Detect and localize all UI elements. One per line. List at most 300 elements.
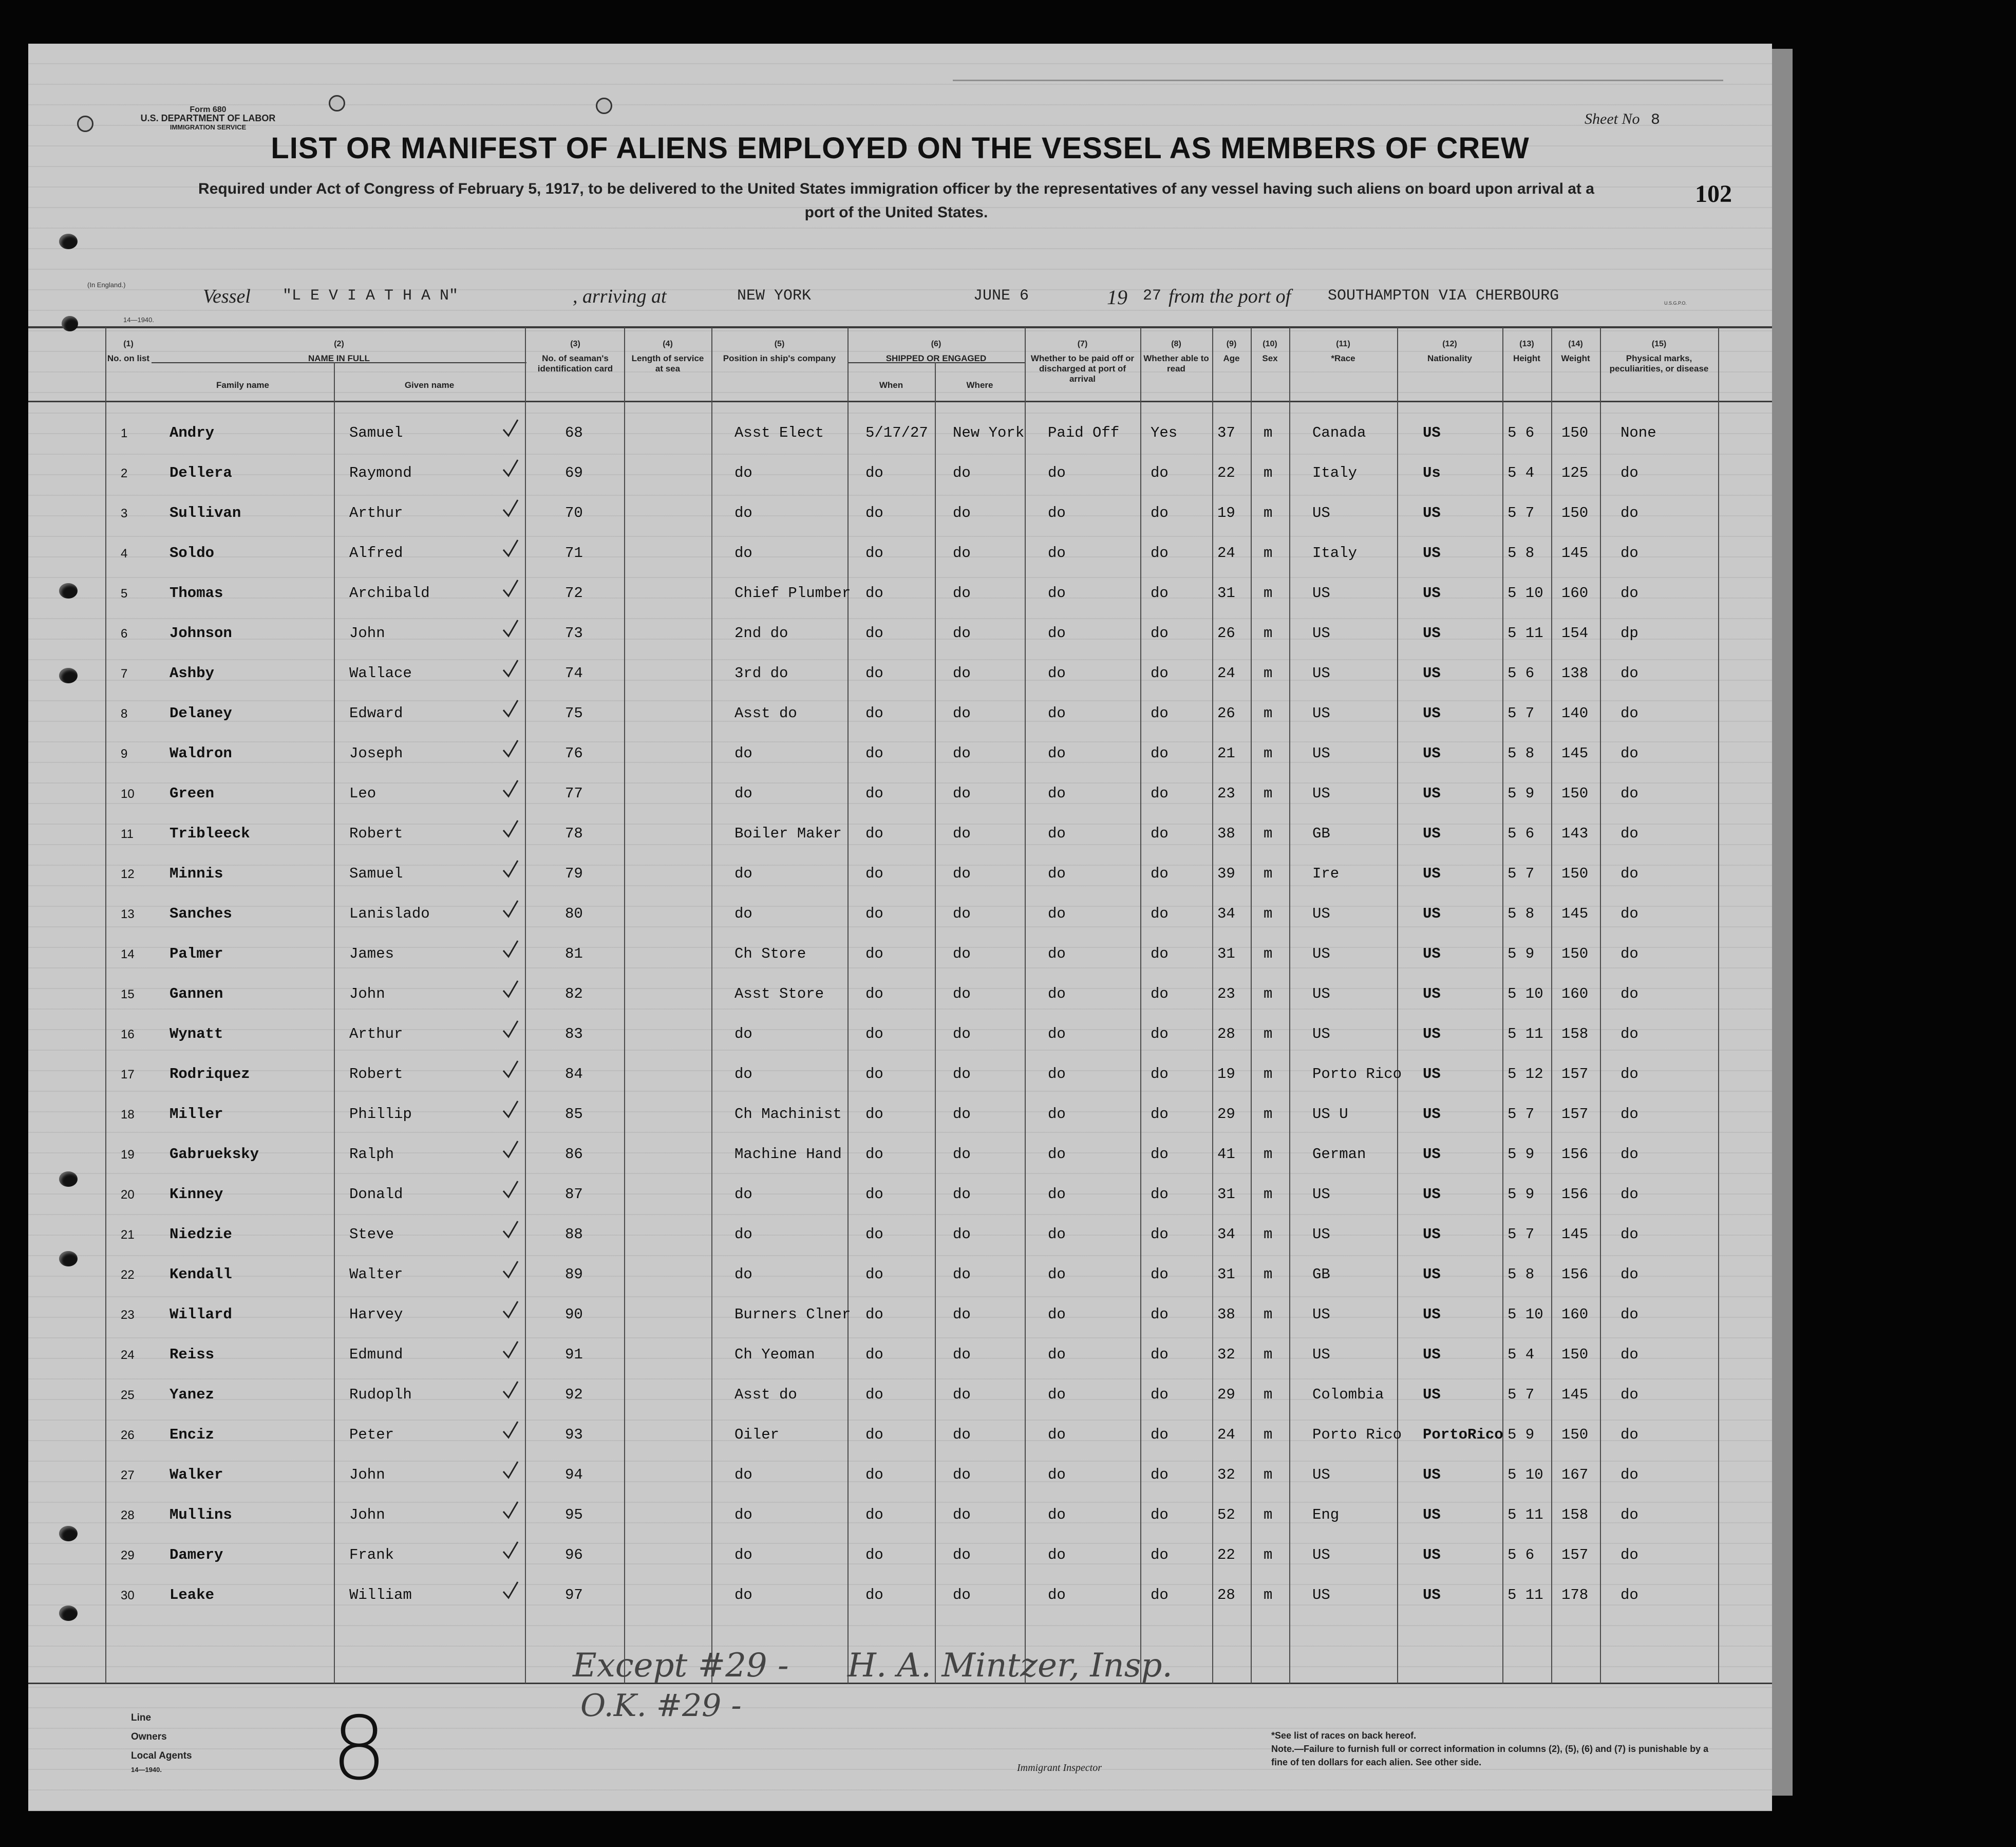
position: do xyxy=(734,505,752,521)
sex: m xyxy=(1264,825,1273,842)
given-name: Edward xyxy=(349,705,403,722)
card-number: 70 xyxy=(565,505,583,521)
shipped-when: do xyxy=(865,1106,883,1123)
row-number: 27 xyxy=(121,1468,135,1482)
given-name: Samuel xyxy=(349,865,403,882)
col-subheader-when: When xyxy=(879,380,903,390)
physical-marks: do xyxy=(1621,1146,1638,1163)
paid-off: do xyxy=(1048,1546,1066,1563)
race: GB xyxy=(1312,1266,1330,1283)
physical-marks: do xyxy=(1621,945,1638,962)
nationality: US xyxy=(1423,745,1441,762)
able-to-read: do xyxy=(1151,1386,1169,1403)
table-row xyxy=(28,932,1772,972)
year-suffix: 27 xyxy=(1143,287,1162,305)
age: 34 xyxy=(1217,1226,1235,1243)
paid-off: do xyxy=(1048,1386,1066,1403)
race: US xyxy=(1312,905,1330,922)
paid-off: do xyxy=(1048,825,1066,842)
row-number: 16 xyxy=(121,1028,135,1041)
weight: 145 xyxy=(1561,545,1589,562)
family-name: Soldo xyxy=(169,545,215,562)
able-to-read: do xyxy=(1151,1146,1169,1163)
given-name: Rudoplh xyxy=(349,1386,412,1403)
shipped-when: do xyxy=(865,865,883,882)
age: 52 xyxy=(1217,1506,1235,1523)
able-to-read: do xyxy=(1151,745,1169,762)
check-mark-icon xyxy=(502,1460,519,1481)
family-name: Damery xyxy=(169,1546,223,1563)
check-mark-icon xyxy=(502,739,519,759)
shipped-where: do xyxy=(953,1306,971,1323)
weight: 156 xyxy=(1561,1146,1589,1163)
paid-off: do xyxy=(1048,1506,1066,1523)
family-name: Reiss xyxy=(169,1346,215,1363)
row-number: 15 xyxy=(121,987,135,1001)
shipped-when: do xyxy=(865,985,883,1002)
shipped-where: do xyxy=(953,1066,971,1083)
weight: 145 xyxy=(1561,1386,1589,1403)
row-number: 4 xyxy=(121,547,128,561)
paid-off: do xyxy=(1048,785,1066,802)
table-row xyxy=(28,1413,1772,1452)
race-footnote: *See list of races on back hereof. xyxy=(1271,1730,1417,1741)
nationality: US xyxy=(1423,1025,1441,1042)
check-mark-icon xyxy=(502,1540,519,1561)
height: 5 7 xyxy=(1508,865,1535,882)
shipped-when: do xyxy=(865,1426,883,1443)
check-mark-icon xyxy=(502,1099,519,1120)
height: 5 9 xyxy=(1508,1426,1535,1443)
sex: m xyxy=(1264,905,1273,922)
able-to-read: do xyxy=(1151,1587,1169,1603)
shipped-where: do xyxy=(953,825,971,842)
shipped-where: do xyxy=(953,1386,971,1403)
row-number: 8 xyxy=(121,707,128,721)
form-title: LIST OR MANIFEST OF ALIENS EMPLOYED ON THE VESSEL AS MEMBERS OF CREW xyxy=(271,132,1530,165)
col-header-weight: (14) Weight xyxy=(1561,340,1590,363)
height: 5 9 xyxy=(1508,785,1535,802)
sex: m xyxy=(1264,665,1273,682)
family-name: Andry xyxy=(169,424,215,441)
weight: 160 xyxy=(1561,985,1589,1002)
race: US xyxy=(1312,1346,1330,1363)
given-name: Leo xyxy=(349,785,376,802)
race: Colombia xyxy=(1312,1386,1384,1403)
subtitle-line-2: port of the United States. xyxy=(804,204,988,221)
able-to-read: do xyxy=(1151,945,1169,962)
nationality: US xyxy=(1423,905,1441,922)
nationality: US xyxy=(1423,1266,1441,1283)
age: 19 xyxy=(1217,505,1235,521)
age: 31 xyxy=(1217,945,1235,962)
given-name: Frank xyxy=(349,1546,394,1563)
shipped-where: do xyxy=(953,1546,971,1563)
punch-hole-icon xyxy=(59,1526,78,1541)
row-number: 13 xyxy=(121,907,135,921)
card-number: 71 xyxy=(565,545,583,562)
weight: 140 xyxy=(1561,705,1589,722)
check-mark-icon xyxy=(502,538,519,559)
paid-off: do xyxy=(1048,1146,1066,1163)
height: 5 6 xyxy=(1508,424,1535,441)
arriving-label: , arriving at xyxy=(573,286,667,307)
height: 5 10 xyxy=(1508,985,1543,1002)
race: US xyxy=(1312,745,1330,762)
position: Oiler xyxy=(734,1426,780,1443)
height: 5 11 xyxy=(1508,1025,1543,1042)
given-name: Arthur xyxy=(349,505,403,521)
position: do xyxy=(734,745,752,762)
nationality: US xyxy=(1423,625,1441,642)
height: 5 9 xyxy=(1508,945,1535,962)
family-name: Yanez xyxy=(169,1386,215,1403)
card-number: 82 xyxy=(565,985,583,1002)
sex: m xyxy=(1264,985,1273,1002)
given-name: John xyxy=(349,625,385,642)
table-row xyxy=(28,411,1772,451)
given-name: Arthur xyxy=(349,1025,403,1042)
race: Eng xyxy=(1312,1506,1340,1523)
except-note: Except #29 - xyxy=(573,1647,789,1685)
physical-marks: do xyxy=(1621,1587,1638,1603)
nationality: US xyxy=(1423,1506,1441,1523)
nationality: US xyxy=(1423,1226,1441,1243)
able-to-read: do xyxy=(1151,625,1169,642)
able-to-read: do xyxy=(1151,1466,1169,1483)
subtitle-line-1: Required under Act of Congress of February 5, 1917, to be delivered to the United States immigration officer by the representatives of any vessel having such aliens on board upon arrival at a xyxy=(198,180,1594,197)
position: do xyxy=(734,905,752,922)
shipped-where: do xyxy=(953,464,971,481)
col-subheader-given: Given name xyxy=(404,380,455,390)
family-name: Willard xyxy=(169,1306,232,1323)
given-name: John xyxy=(349,1506,385,1523)
check-mark-icon xyxy=(502,579,519,599)
check-mark-icon xyxy=(502,1180,519,1200)
physical-marks: do xyxy=(1621,1426,1638,1443)
family-name: Thomas xyxy=(169,585,223,602)
card-number: 79 xyxy=(565,865,583,882)
weight: 157 xyxy=(1561,1066,1589,1083)
sheet-value: 8 xyxy=(1650,111,1660,129)
family-name: Gannen xyxy=(169,985,223,1002)
card-number: 89 xyxy=(565,1266,583,1283)
family-name: Niedzie xyxy=(169,1226,232,1243)
sex: m xyxy=(1264,1226,1273,1243)
check-mark-icon xyxy=(502,418,519,439)
faded-header-writing xyxy=(953,59,1723,81)
col-header-paid-off: (7) Whether to be paid off or discharged at port of arrival xyxy=(1030,340,1135,384)
race: Ire xyxy=(1312,865,1340,882)
col-header-shipped: (6) SHIPPED OR ENGAGED xyxy=(885,340,987,363)
age: 22 xyxy=(1217,1546,1235,1563)
weight: 145 xyxy=(1561,745,1589,762)
table-row xyxy=(28,531,1772,571)
sheet-label: Sheet No xyxy=(1585,110,1640,127)
weight: 138 xyxy=(1561,665,1589,682)
col-subheader-where: Where xyxy=(966,380,993,390)
card-number: 92 xyxy=(565,1386,583,1403)
table-row xyxy=(28,852,1772,891)
table-row xyxy=(28,1453,1772,1492)
inspector-signature: H. A. Mintzer, Insp. xyxy=(847,1647,1173,1685)
race: US xyxy=(1312,1226,1330,1243)
physical-marks: do xyxy=(1621,505,1638,521)
card-number: 88 xyxy=(565,1226,583,1243)
weight: 145 xyxy=(1561,905,1589,922)
punch-hole-icon xyxy=(59,668,78,683)
col-subheader-family: Family name xyxy=(216,380,269,390)
card-number: 97 xyxy=(565,1587,583,1603)
given-name: Alfred xyxy=(349,545,403,562)
race: Porto Rico xyxy=(1312,1426,1402,1443)
sheet-number xyxy=(1585,110,1660,129)
table-row xyxy=(28,1373,1772,1412)
weight: 158 xyxy=(1561,1506,1589,1523)
table-row xyxy=(28,1573,1772,1613)
nationality: US xyxy=(1423,1466,1441,1483)
given-name: James xyxy=(349,945,394,962)
position: do xyxy=(734,1466,752,1483)
row-number: 24 xyxy=(121,1348,135,1362)
sex: m xyxy=(1264,1025,1273,1042)
able-to-read: do xyxy=(1151,1346,1169,1363)
card-number: 81 xyxy=(565,945,583,962)
age: 23 xyxy=(1217,985,1235,1002)
col-header-nationality: (12) Nationality xyxy=(1427,340,1472,363)
col-header-position: (5) Position in ship's company xyxy=(723,340,836,363)
check-mark-icon xyxy=(502,699,519,719)
row-number: 2 xyxy=(121,467,128,480)
table-row xyxy=(28,1012,1772,1052)
row-number: 20 xyxy=(121,1188,135,1202)
shipped-where: do xyxy=(953,545,971,562)
shipped-where: do xyxy=(953,505,971,521)
header-bottom-rule xyxy=(28,401,1772,402)
position: Asst Elect xyxy=(734,424,824,441)
race: German xyxy=(1312,1146,1366,1163)
physical-marks: do xyxy=(1621,1346,1638,1363)
sex: m xyxy=(1264,945,1273,962)
table-row xyxy=(28,972,1772,1012)
sex: m xyxy=(1264,1306,1273,1323)
physical-marks: dp xyxy=(1621,625,1638,642)
given-name: John xyxy=(349,1466,385,1483)
vessel-name: "L E V I A T H A N" xyxy=(282,287,459,305)
shipped-where: do xyxy=(953,705,971,722)
col-header-read: (8) Whether able to read xyxy=(1143,340,1209,374)
weight: 178 xyxy=(1561,1587,1589,1603)
col-header-height: (13) Height xyxy=(1513,340,1540,363)
given-name: Raymond xyxy=(349,464,412,481)
table-row xyxy=(28,1172,1772,1212)
shipped-when: do xyxy=(865,1546,883,1563)
stamped-number: 102 xyxy=(1695,180,1732,208)
family-name: Delaney xyxy=(169,705,232,722)
given-name: Joseph xyxy=(349,745,403,762)
form-identifier xyxy=(110,105,306,132)
paid-off: do xyxy=(1048,865,1066,882)
shipped-where: do xyxy=(953,1426,971,1443)
from-port: SOUTHAMPTON VIA CHERBOURG xyxy=(1328,287,1559,305)
table-row xyxy=(28,1493,1772,1533)
card-number: 85 xyxy=(565,1106,583,1123)
height: 5 4 xyxy=(1508,464,1535,481)
sex: m xyxy=(1264,785,1273,802)
weight: 158 xyxy=(1561,1025,1589,1042)
sex: m xyxy=(1264,1587,1273,1603)
col-header-name: (2) NAME IN FULL xyxy=(308,340,370,363)
position: do xyxy=(734,464,752,481)
position: do xyxy=(734,1186,752,1203)
position: Burners Clner xyxy=(734,1306,851,1323)
col-header-marks: (15) Physical marks, peculiarities, or disease xyxy=(1609,340,1709,374)
nationality: US xyxy=(1423,1106,1441,1123)
age: 28 xyxy=(1217,1025,1235,1042)
able-to-read: do xyxy=(1151,1546,1169,1563)
table-row xyxy=(28,1533,1772,1573)
family-name: Ashby xyxy=(169,665,215,682)
card-number: 95 xyxy=(565,1506,583,1523)
given-name: Wallace xyxy=(349,665,412,682)
position: do xyxy=(734,1587,752,1603)
row-number: 1 xyxy=(121,426,128,440)
col-header-no: (1) No. on list xyxy=(107,340,150,363)
height: 5 7 xyxy=(1508,1386,1535,1403)
physical-marks: do xyxy=(1621,1226,1638,1243)
family-name: Leake xyxy=(169,1587,215,1603)
punch-hole-icon xyxy=(59,234,78,249)
race: US xyxy=(1312,585,1330,602)
position: Asst Store xyxy=(734,985,824,1002)
footer-stock-code: 14—1940. xyxy=(131,1766,162,1774)
age: 19 xyxy=(1217,1066,1235,1083)
table-row xyxy=(28,812,1772,851)
shipped-when: do xyxy=(865,1226,883,1243)
able-to-read: do xyxy=(1151,585,1169,602)
race: GB xyxy=(1312,825,1330,842)
race: Italy xyxy=(1312,464,1358,481)
card-number: 78 xyxy=(565,825,583,842)
weight: 150 xyxy=(1561,505,1589,521)
from-port-label: from the port of xyxy=(1169,286,1291,307)
race: US xyxy=(1312,505,1330,521)
position: 3rd do xyxy=(734,665,788,682)
age: 39 xyxy=(1217,865,1235,882)
weight: 150 xyxy=(1561,1426,1589,1443)
check-mark-icon xyxy=(502,859,519,880)
sex: m xyxy=(1264,545,1273,562)
row-number: 6 xyxy=(121,627,128,641)
able-to-read: do xyxy=(1151,1306,1169,1323)
able-to-read: do xyxy=(1151,705,1169,722)
height: 5 10 xyxy=(1508,585,1543,602)
table-row xyxy=(28,451,1772,491)
able-to-read: do xyxy=(1151,785,1169,802)
sex: m xyxy=(1264,745,1273,762)
shipped-when: do xyxy=(865,665,883,682)
printer-mark: U.S.G.P.O. xyxy=(1664,301,1687,306)
nationality: US xyxy=(1423,545,1441,562)
height: 5 8 xyxy=(1508,545,1535,562)
immigrant-inspector-label: Immigrant Inspector xyxy=(1017,1762,1102,1774)
weight: 125 xyxy=(1561,464,1589,481)
family-name: Wynatt xyxy=(169,1025,223,1042)
physical-marks: do xyxy=(1621,985,1638,1002)
race: US xyxy=(1312,705,1330,722)
shipped-when: do xyxy=(865,905,883,922)
sex: m xyxy=(1264,865,1273,882)
race: US xyxy=(1312,785,1330,802)
shipped-where: do xyxy=(953,1025,971,1042)
nationality: US xyxy=(1423,1386,1441,1403)
paid-off: do xyxy=(1048,1106,1066,1123)
able-to-read: do xyxy=(1151,1025,1169,1042)
able-to-read: do xyxy=(1151,1426,1169,1443)
weight: 150 xyxy=(1561,945,1589,962)
table-row xyxy=(28,611,1772,651)
position: do xyxy=(734,1506,752,1523)
table-row xyxy=(28,571,1772,611)
height: 5 8 xyxy=(1508,1266,1535,1283)
given-name: William xyxy=(349,1587,412,1603)
race: US xyxy=(1312,1466,1330,1483)
shipped-where: do xyxy=(953,1466,971,1483)
family-name: Enciz xyxy=(169,1426,215,1443)
family-name: Waldron xyxy=(169,745,232,762)
paid-off: do xyxy=(1048,585,1066,602)
arrival-date: JUNE 6 xyxy=(973,287,1029,305)
shipped-when: do xyxy=(865,1066,883,1083)
physical-marks: do xyxy=(1621,1506,1638,1523)
height: 5 10 xyxy=(1508,1466,1543,1483)
age: 22 xyxy=(1217,464,1235,481)
age: 38 xyxy=(1217,825,1235,842)
shipped-where: do xyxy=(953,665,971,682)
paid-off: do xyxy=(1048,945,1066,962)
age: 29 xyxy=(1217,1386,1235,1403)
row-number: 3 xyxy=(121,507,128,520)
nationality: US xyxy=(1423,505,1441,521)
paid-off: do xyxy=(1048,985,1066,1002)
row-number: 30 xyxy=(121,1589,135,1602)
physical-marks: do xyxy=(1621,865,1638,882)
age: 23 xyxy=(1217,785,1235,802)
position: Machine Hand xyxy=(734,1146,842,1163)
row-number: 26 xyxy=(121,1428,135,1442)
col-header-race: (11) *Race xyxy=(1331,340,1355,363)
card-number: 96 xyxy=(565,1546,583,1563)
row-number: 11 xyxy=(121,827,134,841)
shipped-when: 5/17/27 xyxy=(865,424,928,441)
height: 5 11 xyxy=(1508,1506,1543,1523)
table-row xyxy=(28,732,1772,771)
position: do xyxy=(734,545,752,562)
height: 5 6 xyxy=(1508,1546,1535,1563)
age: 28 xyxy=(1217,1587,1235,1603)
check-mark-icon xyxy=(502,1019,519,1040)
weight: 156 xyxy=(1561,1266,1589,1283)
weight: 145 xyxy=(1561,1226,1589,1243)
paid-off: do xyxy=(1048,1426,1066,1443)
position: do xyxy=(734,1025,752,1042)
shipped-where: do xyxy=(953,865,971,882)
nationality: US xyxy=(1423,1066,1441,1083)
able-to-read: do xyxy=(1151,1066,1169,1083)
given-name: Edmund xyxy=(349,1346,403,1363)
sex: m xyxy=(1264,705,1273,722)
physical-marks: do xyxy=(1621,1546,1638,1563)
